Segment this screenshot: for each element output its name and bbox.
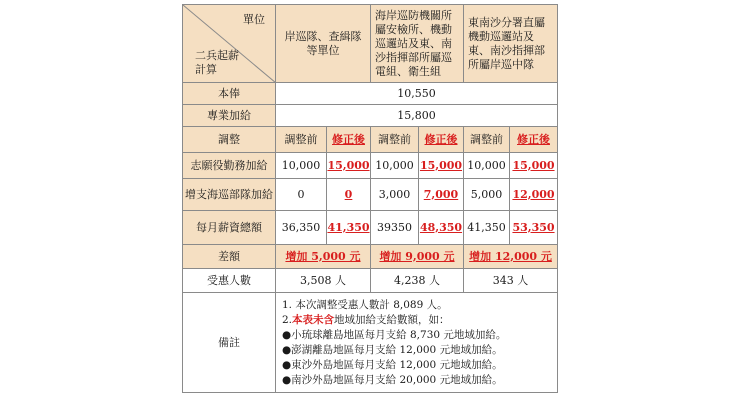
adjust-label: 調整 (183, 127, 276, 153)
value-cell: 0 (327, 179, 371, 211)
professional-pay-row (183, 105, 558, 127)
note-1: 1. 本次調整受惠人數計 8,089 人。 (282, 298, 448, 311)
difference-label: 差額 (183, 245, 276, 269)
adjust-header-row (183, 127, 558, 153)
value-cell: 7,000 (419, 179, 464, 211)
monthly-total-label: 每月薪資總額 (183, 211, 276, 245)
beneficiaries-label: 受惠人數 (183, 269, 276, 293)
support-pay-row (183, 179, 558, 211)
support-pay-label: 增支海巡部隊加給 (183, 179, 276, 211)
value-cell: 36,350 (276, 211, 327, 245)
after-label: 修正後 (510, 127, 558, 153)
volunteer-duty-label: 志願役勤務加給 (183, 153, 276, 179)
monthly-total-row (183, 211, 558, 245)
value-cell: 39350 (371, 211, 419, 245)
volunteer-duty-row (183, 153, 558, 179)
value-cell: 48,350 (419, 211, 464, 245)
col-header-3: 東南沙分署直屬機動巡邏站及東、南沙指揮部所屬岸巡中隊 (464, 5, 558, 83)
value-cell: 15,000 (419, 153, 464, 179)
before-label: 調整前 (371, 127, 419, 153)
base-pay-label: 本俸 (183, 83, 276, 105)
base-pay-row (183, 83, 558, 105)
notes-content (276, 293, 558, 393)
note-bullet: ●南沙外島地區每月支給 20,000 元地域加給。 (282, 373, 503, 386)
value-cell: 41,350 (464, 211, 510, 245)
value-cell: 41,350 (327, 211, 371, 245)
notes-row (183, 293, 558, 393)
professional-pay-label: 專業加給 (183, 105, 276, 127)
col-header-2: 海岸巡防機關所屬安檢所、機動巡邏站及東、南沙指揮部所屬巡電組、衛生組 (371, 5, 464, 83)
difference-row (183, 245, 558, 269)
beneficiaries-value: 3,508 人 (276, 269, 371, 293)
after-label: 修正後 (419, 127, 464, 153)
corner-bottom-label: 二兵起薪 計算 (195, 49, 239, 76)
difference-value: 增加 5,000 元 (276, 245, 371, 269)
value-cell: 53,350 (510, 211, 558, 245)
value-cell: 12,000 (510, 179, 558, 211)
note-bullet: ●東沙外島地區每月支給 12,000 元地域加給。 (282, 358, 503, 371)
difference-value: 增加 12,000 元 (464, 245, 558, 269)
corner-header-cell (183, 5, 276, 83)
difference-value: 增加 9,000 元 (371, 245, 464, 269)
value-cell: 15,000 (327, 153, 371, 179)
notes-label: 備註 (183, 293, 276, 393)
note-2-highlight: 本表未含 (292, 313, 335, 326)
beneficiaries-row (183, 269, 558, 293)
after-label: 修正後 (327, 127, 371, 153)
beneficiaries-value: 4,238 人 (371, 269, 464, 293)
value-cell: 3,000 (371, 179, 419, 211)
salary-table-container (182, 4, 558, 393)
value-cell: 0 (276, 179, 327, 211)
base-pay-value: 10,550 (276, 83, 558, 105)
before-label: 調整前 (464, 127, 510, 153)
value-cell: 10,000 (464, 153, 510, 179)
beneficiaries-value: 343 人 (464, 269, 558, 293)
before-label: 調整前 (276, 127, 327, 153)
value-cell: 5,000 (464, 179, 510, 211)
value-cell: 10,000 (371, 153, 419, 179)
note-bullet: ●澎湖離島地區每月支給 12,000 元地域加給。 (282, 343, 503, 356)
header-row (183, 5, 558, 83)
note-bullet: ●小琉球離島地區每月支給 8,730 元地域加給。 (282, 328, 507, 341)
corner-top-label: 單位 (243, 13, 265, 26)
value-cell: 10,000 (276, 153, 327, 179)
professional-pay-value: 15,800 (276, 105, 558, 127)
value-cell: 15,000 (510, 153, 558, 179)
col-header-1: 岸巡隊、查緝隊等單位 (276, 5, 371, 83)
salary-table (182, 4, 558, 393)
note-2: 2.本表未含地域加給支給數額，如： (282, 313, 450, 326)
